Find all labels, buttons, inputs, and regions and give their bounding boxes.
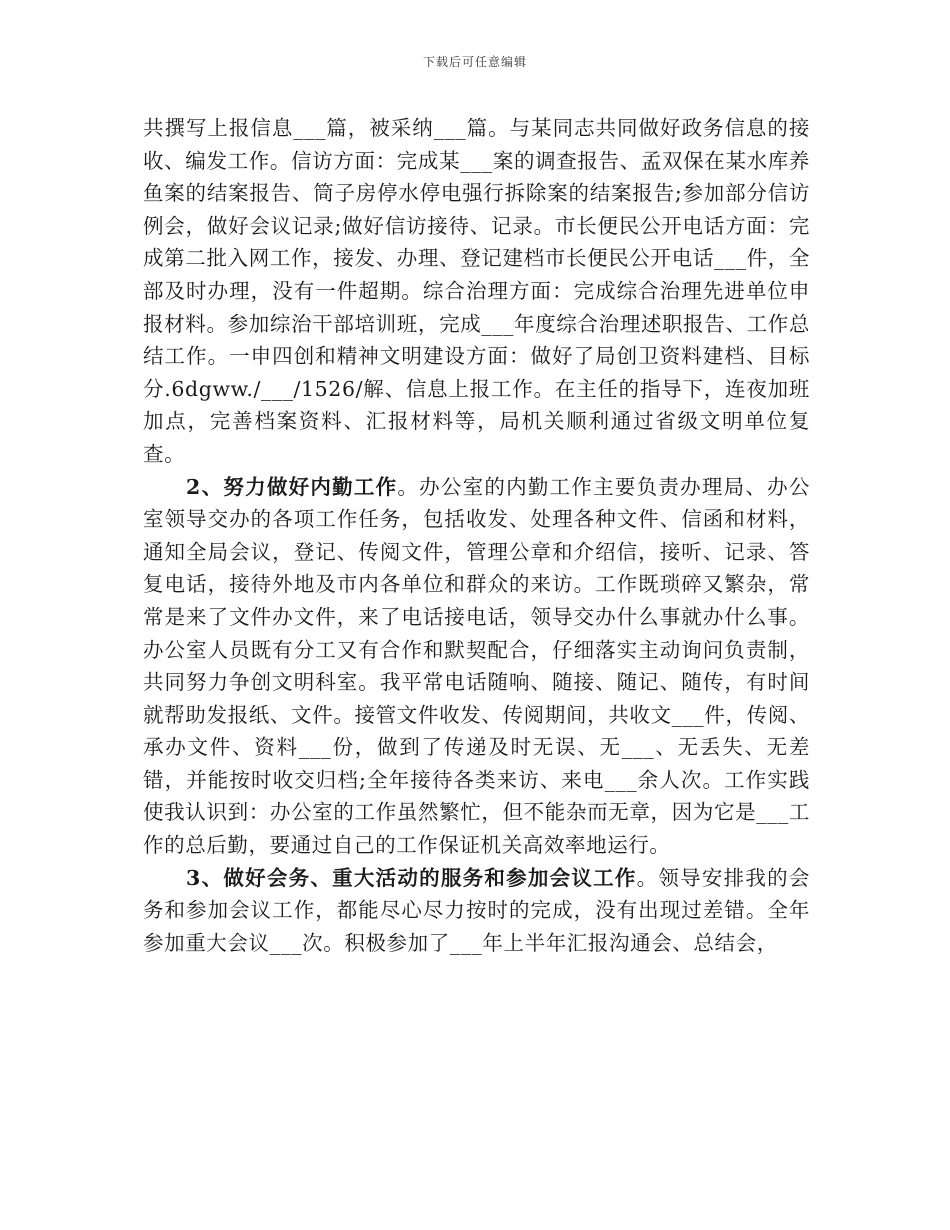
paragraph-text: 。办公室的内勤工作主要负责办理局、办公室领导交办的各项工作任务，包括收发、处理各种文件、信函和材料，通知全局会议，登记、传阅文件，管理公章和介绍信，接听、记录、答复电话，接待外地及市内各单位和群众的来访。工作既琐碎又繁杂，常常是来了文件办文件，来了电话接电话，领导交办什么事就办什么事。办公室人员既有分工又有合作和默契配合，仔细落实主动询问负责制，共同努力争创文明科室。我平常电话随响、随接、随记、随传，有时间就帮助发报纸、文件。接管文件收发、传阅期间，共收文___件，传阅、承办文件、资料___份，做到了传递及时无误、无___、无丢失、无差错，并能按时收交归档;全年接待各类来访、来电___余人次。工作实践使我认识到：办公室的工作虽然繁忙，但不能杂而无章，因为它是___工作的总后勤，要通过自己的工作保证机关高效率地运行。 <box>143 474 810 858</box>
paragraph-office-duties <box>143 471 810 862</box>
page-header: 下载后可任意编辑 <box>422 55 527 69</box>
paragraph-heading: 2、努力做好内勤工作 <box>186 474 398 499</box>
paragraph-text: 共撰写上报信息___篇，被采纳___篇。与某同志共同做好政务信息的接收、编发工作。信访方面：完成某___案的调查报告、孟双保在某水库养鱼案的结案报告、筒子房停水停电强行拆除案的结案报告;参加部分信访例会，做好会议记录;做好信访接待、记录。市长便民公开电话方面：完成第二批入网工作，接发、办理、登记建档市长便民公开电话___件，全部及时办理，没有一件超期。综合治理方面：完成综合治理先进单位申报材料。参加综治干部培训班，完成___年度综合治理述职报告、工作总结工作。一申四创和精神文明建设方面：做好了局创卫资料建档、目标分.6dgww./___/1526/解、信息上报工作。在主任的指导下，连夜加班加点，完善档案资料、汇报材料等，局机关顺利通过省级文明单位复查。 <box>143 116 810 466</box>
paragraph-text: 。领导安排我的会务和参加会议工作，都能尽心尽力按时的完成，没有出现过差错。全年参加重大会议___次。积极参加了___年上半年汇报沟通会、总结会， <box>143 865 810 955</box>
paragraph-heading: 3、做好会务、重大活动的服务和参加会议工作 <box>186 865 637 890</box>
document-body <box>143 112 810 959</box>
paragraph-meeting-service <box>143 862 810 960</box>
paragraph-continuation <box>143 112 810 471</box>
